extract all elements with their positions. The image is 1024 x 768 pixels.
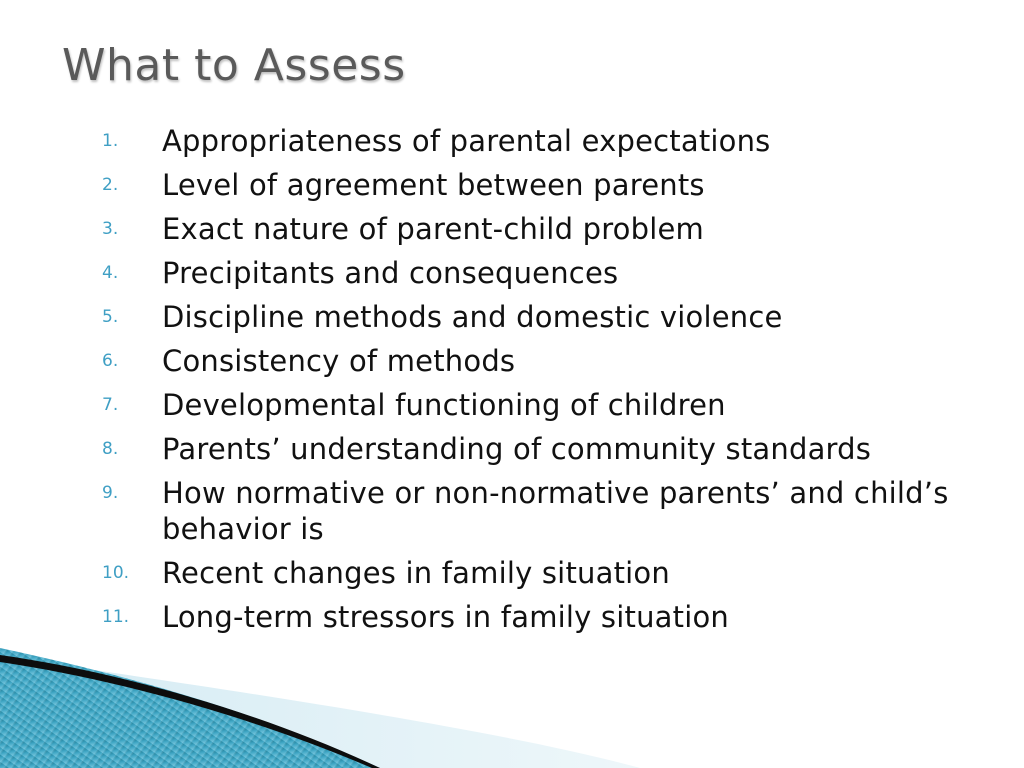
- assessment-list: [100, 121, 1010, 641]
- list-item-number: 1.: [102, 131, 119, 151]
- list-item-text: Recent changes in family situation: [162, 556, 670, 590]
- list-item: [100, 297, 1010, 341]
- list-item: [100, 553, 1010, 597]
- teal-swoosh-shape: [0, 648, 380, 768]
- list-item-text: Developmental functioning of children: [162, 388, 726, 422]
- list-item-text: Exact nature of parent-child problem: [162, 212, 704, 246]
- list-item-number: 5.: [102, 307, 119, 327]
- list-item-number: 7.: [102, 395, 119, 415]
- pale-swoosh-shape: [60, 665, 640, 768]
- list-item-number: 6.: [102, 351, 119, 371]
- list-item-text: Precipitants and consequences: [162, 256, 619, 290]
- list-item-text: Level of agreement between parents: [162, 168, 705, 202]
- list-item-text: Discipline methods and domestic violence: [162, 300, 783, 334]
- list-item-number: 4.: [102, 263, 119, 283]
- list-item-text: Appropriateness of parental expectations: [162, 124, 771, 158]
- list-item-number: 8.: [102, 439, 119, 459]
- list-item: [100, 385, 1010, 429]
- list-item: [100, 253, 1010, 297]
- list-item: [100, 341, 1010, 385]
- list-item: [100, 597, 1010, 641]
- list-item-text: How normative or non-normative parents’ and child’s behavior is: [162, 476, 949, 546]
- list-item-text: Long-term stressors in family situation: [162, 600, 729, 634]
- list-item-number: 10.: [102, 563, 130, 583]
- list-item: [100, 209, 1010, 253]
- slide-title: What to Assess: [62, 40, 406, 91]
- dark-swoosh-line: [0, 655, 380, 768]
- list-item: [100, 473, 1010, 553]
- list-item-number: 9.: [102, 483, 119, 503]
- list-item-text: Consistency of methods: [162, 344, 516, 378]
- list-item-number: 11.: [102, 607, 130, 627]
- list-item-text: Parents’ understanding of community standards: [162, 432, 872, 466]
- list-item-number: 2.: [102, 175, 119, 195]
- list-item: [100, 165, 1010, 209]
- list-item-number: 3.: [102, 219, 119, 239]
- list-item: [100, 429, 1010, 473]
- list-item: [100, 121, 1010, 165]
